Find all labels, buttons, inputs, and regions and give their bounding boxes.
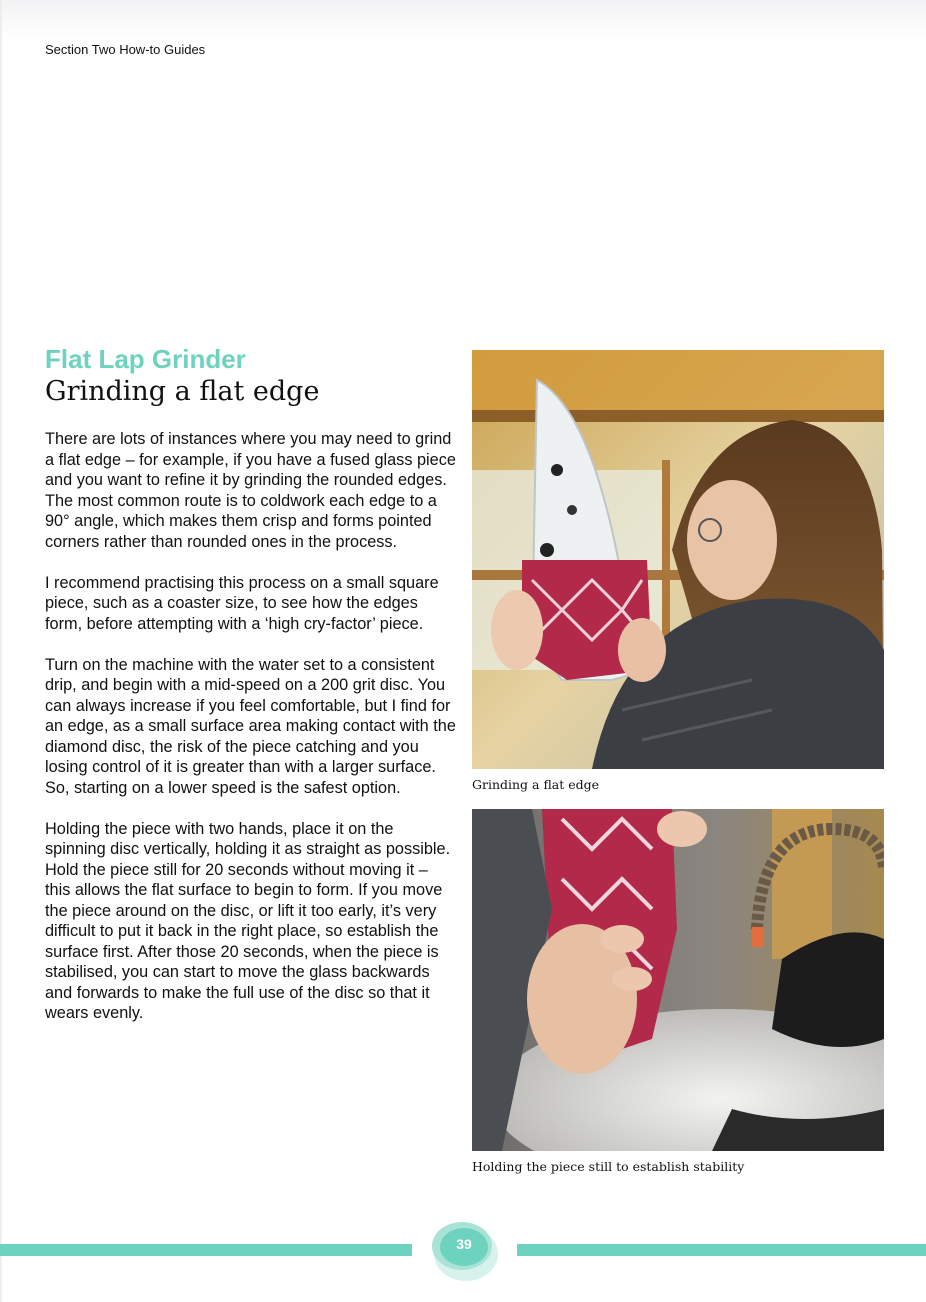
body-paragraph: Holding the piece with two hands, place it on the spinning disc vertically, holding it as straight as possible. Hold the piece still for 20 seconds without moving it – this allows the flat surface to begin to form. If you move the piece around on the disc, or lift it too early, it’s very difficult to put it back in the right place, so establish the surface first. After those 20 seconds, when the piece is stabilised, you can start to move the glass backwards and forwards to make the full use of the disc so that it wears evenly. bbox=[45, 819, 451, 1022]
body-paragraph: Turn on the machine with the water set to a consistent drip, and begin with a mid-speed on a 200 grit disc. You can always increase if you feel comfortable, but I find for an edge, as a small surface area making contact with the diamond disc, the risk of the piece catching and you losing control of it is greater than with a larger surface. So, starting on a lower speed is the safest option. bbox=[45, 655, 456, 797]
page-top-shade bbox=[0, 0, 926, 40]
page-edge bbox=[0, 0, 2, 1302]
section-header: Section Two How-to Guides bbox=[45, 42, 206, 57]
page-number: 39 bbox=[456, 1236, 472, 1252]
figure-caption: Holding the piece still to establish stability bbox=[472, 1159, 745, 1174]
article-kicker: Flat Lap Grinder bbox=[45, 344, 246, 374]
photo-grinding-flat-edge bbox=[472, 350, 884, 769]
body-paragraph: I recommend practising this process on a small square piece, such as a coaster size, to see how the edges form, before attempting with a ‘high cry-factor’ piece. bbox=[45, 573, 439, 633]
article-body bbox=[45, 429, 457, 1044]
footer-bar-right bbox=[517, 1244, 926, 1256]
body-paragraph: There are lots of instances where you may need to grind a flat edge – for example, if you have a fused glass piece and you want to refine it by grinding the rounded edges. The most common route is to coldwork each edge to a 90° angle, which makes them crisp and forms pointed corners rather than rounded ones in the process. bbox=[45, 430, 456, 551]
footer-bar-left bbox=[0, 1244, 412, 1256]
photo-holding-piece-still bbox=[472, 809, 884, 1151]
figure-caption: Grinding a flat edge bbox=[472, 777, 600, 792]
article-title: Grinding a flat edge bbox=[45, 376, 320, 407]
